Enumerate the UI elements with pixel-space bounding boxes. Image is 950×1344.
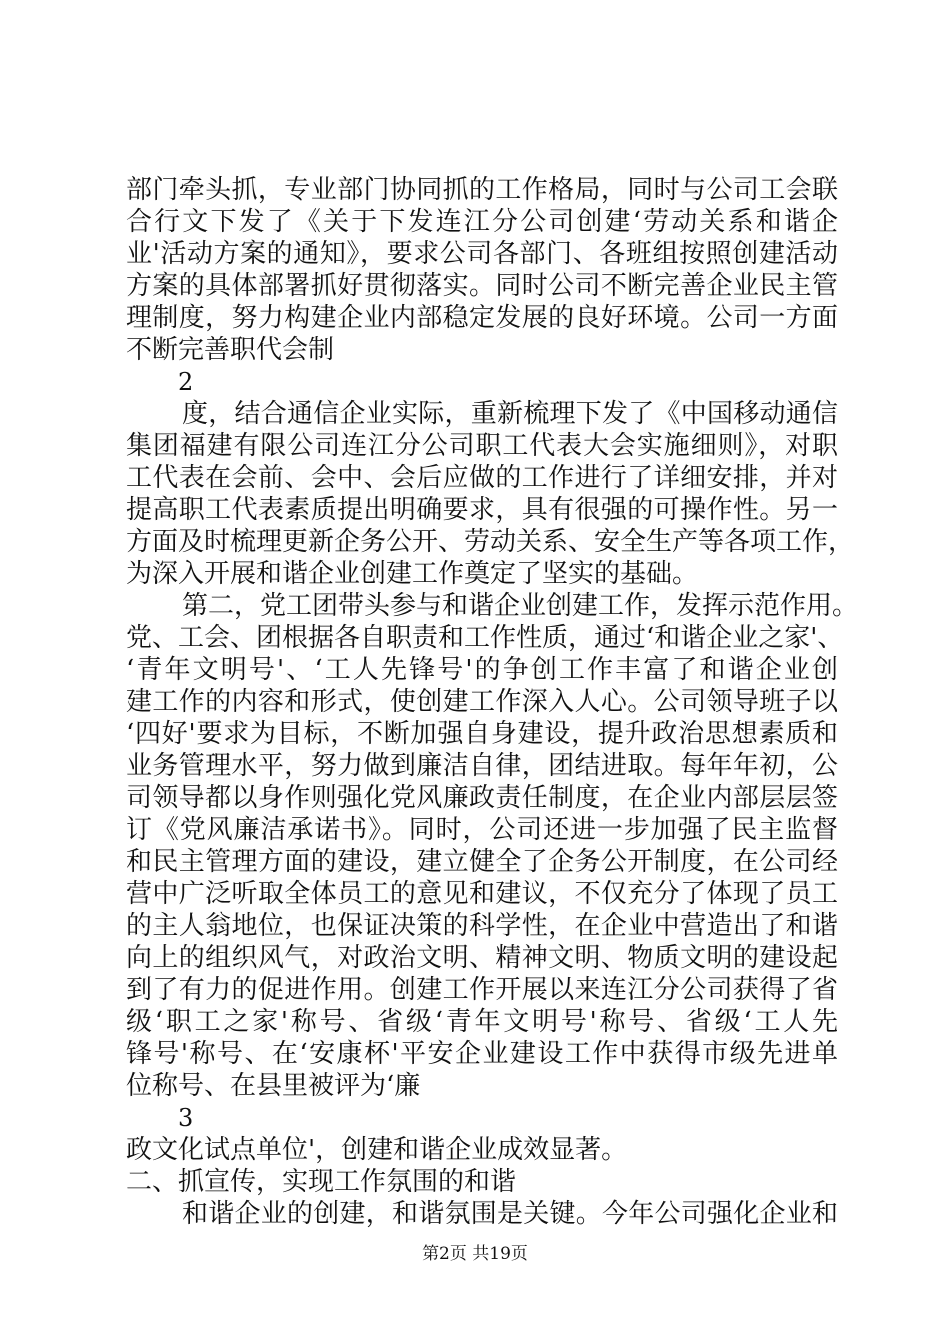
text-line: 提高职工代表素质提出明确要求，具有很强的可操作性。另一 — [126, 495, 838, 525]
text-line: 和谐企业的创建，和谐氛围是关键。今年公司强化企业和 — [182, 1199, 838, 1229]
text-line: 集团福建有限公司连江分公司职工代表大会实施细则》，对职 — [126, 431, 838, 461]
text-line: 不断完善职代会制 — [126, 335, 335, 365]
text-line: 级‘职工之家'称号、省级‘青年文明号'称号、省级‘工人先 — [126, 1007, 838, 1037]
text-line: 的主人翁地位，也保证决策的科学性，在企业中营造出了和谐 — [126, 911, 838, 941]
text-line: 业'活动方案的通知》，要求公司各部门、各班组按照创建活动 — [126, 239, 838, 269]
inline-page-number: 3 — [178, 1104, 194, 1132]
text-line: 工代表在会前、会中、会后应做的工作进行了详细安排，并对 — [126, 463, 838, 493]
text-line: ‘四好'要求为目标，不断加强自身建设，提升政治思想素质和 — [126, 719, 838, 749]
text-line: 党、工会、团根据各自职责和工作性质，通过‘和谐企业之家'、 — [126, 623, 844, 653]
text-line: 合行文下发了《关于下发连江分公司创建‘劳动关系和谐企 — [126, 207, 838, 237]
text-line: 和民主管理方面的建设，建立健全了企务公开制度，在公司经 — [126, 847, 838, 877]
text-line: 为深入开展和谐企业创建工作奠定了坚实的基础。 — [126, 559, 699, 589]
text-line: 营中广泛听取全体员工的意见和建议，不仅充分了体现了员工 — [126, 879, 838, 909]
text-line: 订《党风廉洁承诺书》。同时，公司还进一步加强了民主监督 — [126, 815, 838, 845]
text-line: 建工作的内容和形式，使创建工作深入人心。公司领导班子以 — [126, 687, 838, 717]
text-line: 政文化试点单位'，创建和谐企业成效显著。 — [126, 1135, 628, 1165]
text-line: 理制度，努力构建企业内部稳定发展的良好环境。公司一方面 — [126, 303, 838, 333]
text-line: 锋号'称号、在‘安康杯'平安企业建设工作中获得市级先进单 — [126, 1039, 838, 1069]
text-line: 方面及时梳理更新企务公开、劳动关系、安全生产等各项工作， — [126, 527, 855, 557]
document-body — [126, 174, 859, 1230]
text-line: 司领导都以身作则强化党风廉政责任制度，在企业内部层层签 — [126, 783, 838, 813]
text-line: ‘青年文明号'、‘工人先锋号'的争创工作丰富了和谐企业创 — [126, 655, 838, 685]
page-footer: 第2页 共19页 — [422, 1244, 528, 1264]
text-line: 第二，党工团带头参与和谐企业创建工作，发挥示范作用。 — [182, 591, 859, 621]
inline-page-number: 2 — [178, 368, 194, 396]
text-line: 业务管理水平，努力做到廉洁自律，团结进取。每年年初，公 — [126, 751, 838, 781]
text-line: 度，结合通信企业实际，重新梳理下发了《中国移动通信 — [182, 399, 838, 429]
text-line: 位称号、在县里被评为‘廉 — [126, 1071, 421, 1101]
text-line: 到了有力的促进作用。创建工作开展以来连江分公司获得了省 — [126, 975, 838, 1005]
text-line: 方案的具体部署抓好贯彻落实。同时公司不断完善企业民主管 — [126, 271, 838, 301]
text-line: 部门牵头抓，专业部门协同抓的工作格局，同时与公司工会联 — [126, 175, 838, 205]
text-line: 向上的组织风气，对政治文明、精神文明、物质文明的建设起 — [126, 943, 838, 973]
section-heading: 二、抓宣传，实现工作氛围的和谐 — [126, 1167, 517, 1197]
